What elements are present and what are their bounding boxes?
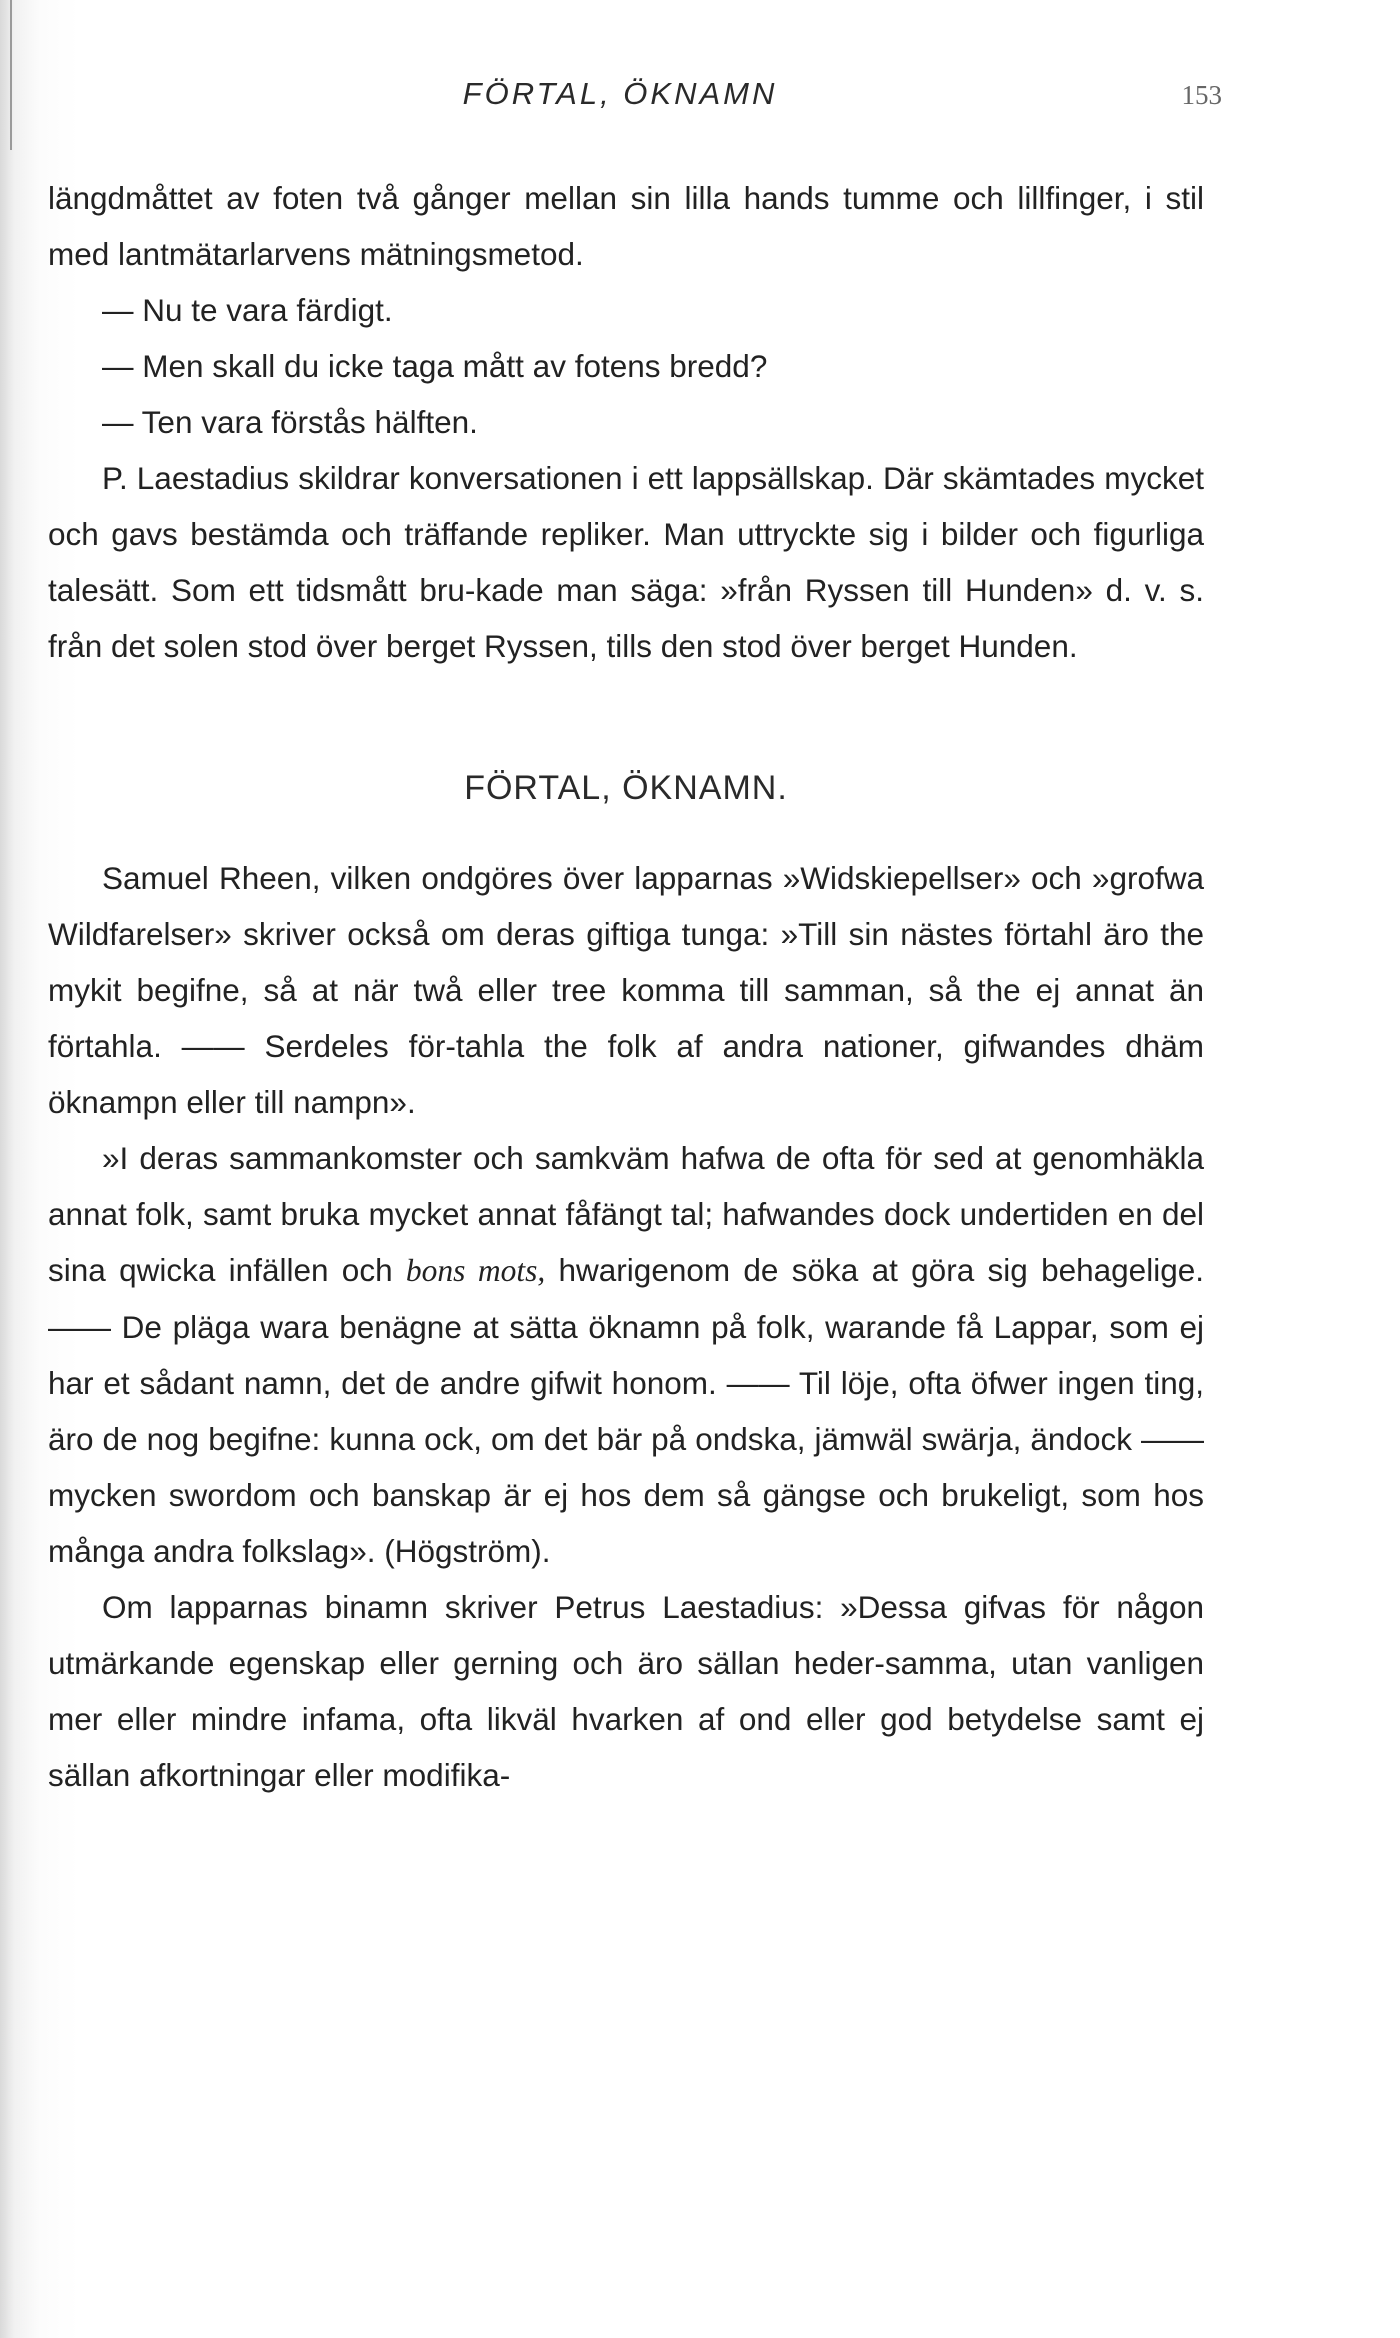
dialogue-line-1: — Nu te vara färdigt. [102, 292, 393, 328]
paragraph-hogstrom-end: hwarigenom de söka at göra sig behagelige. —— De pläga wara benägne at sätta öknamn på folk, warande få Lappar, som ej har et sådant namn, det de andre gifwit honom. —— Til löje, ofta öfwer ingen ting, äro de nog begifne: kunna ock, om det bär på ondska, jämwäl swärja, ändock —— mycken swordom och banskap är ej hos dem så gängse och brukeligt, som hos många andra folkslag». (Högström). [48, 1252, 1204, 1569]
section-heading: FÖRTAL, ÖKNAMN. [464, 769, 788, 807]
body-text [48, 170, 1204, 1803]
dialogue-line-3: — Ten vara förstås hälften. [102, 404, 478, 440]
running-head-title: FÖRTAL, ÖKNAMN [462, 76, 778, 111]
dialogue-line-2: — Men skall du icke taga mått av fotens bredd? [102, 348, 768, 384]
paragraph-rheen: Samuel Rheen, vilken ondgöres över lapparnas »Widskiepellser» och »grofwa Wildfarelser» skriver också om deras giftiga tunga: »Till sin nästes förtahl äro the mykit begifne, så at när twå eller tree komma till samman, så the ej annat än förtahla. —— Serdeles för-tahla the folk af andra nationer, gifwandes dhäm öknampn eller till nampn». [48, 860, 1204, 1120]
page-number: 153 [1181, 80, 1222, 110]
paragraph-continued: längdmåttet av foten två gånger mellan sin lilla hands tumme och lillfinger, i stil med lantmätarlarvens mätningsmetod. [48, 180, 1204, 272]
paragraph-laestadius: P. Laestadius skildrar konversationen i ett lappsällskap. Där skämtades mycket och gavs bestämda och träffande repliker. Man uttryckte sig i bilder och figurliga talesätt. Som ett tidsmått bru-kade man säga: »från Ryssen till Hunden» d. v. s. från det solen stod över berget Ryssen, tills den stod över berget Hunden. [48, 460, 1204, 664]
paragraph-hogstrom [48, 1130, 1204, 1579]
paragraph-hogstrom-start: »I deras sammankomster och samkväm hafwa de ofta för sed at genomhäkla annat folk, samt bruka mycket annat fåfängt tal; hafwandes dock undertiden en del sina qwicka infällen och [48, 1140, 1204, 1288]
page-edge-line [10, 0, 12, 150]
running-head [0, 76, 1400, 126]
paragraph-binamn: Om lapparnas binamn skriver Petrus Laestadius: »Dessa gifvas för någon utmärkande egenskap eller gerning och äro sällan heder-samma, utan vanligen mer eller mindre infama, ofta likväl hvarken af ond eller god betydelse samt ej sällan afkortningar eller modifika- [48, 1589, 1204, 1793]
italic-bons-mots: bons mots, [405, 1253, 546, 1288]
